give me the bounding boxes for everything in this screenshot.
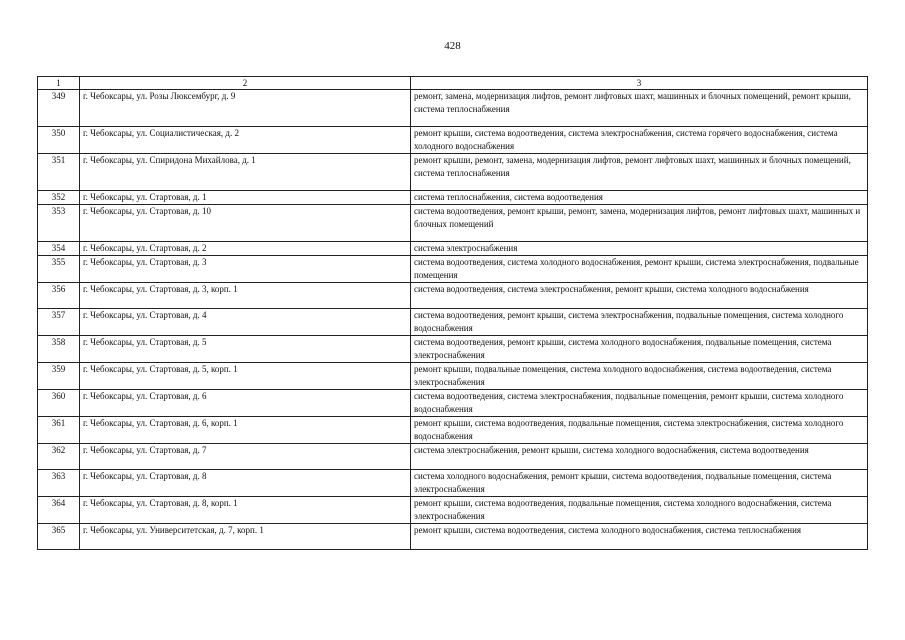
row-number-cell: 353 <box>38 205 80 242</box>
works-cell: система водоотведения, система электроснабжения, ремонт крыши, система холодного водоснабжения <box>411 283 868 309</box>
row-number-cell: 350 <box>38 127 80 154</box>
row-number-cell: 355 <box>38 256 80 283</box>
works-cell: ремонт крыши, система водоотведения, система электроснабжения, система горячего водоснабжения, система холодного водоснабжения <box>411 127 868 154</box>
address-cell: г. Чебоксары, ул. Стартовая, д. 5, корп. 1 <box>80 363 411 390</box>
row-number-cell: 362 <box>38 444 80 470</box>
works-cell: система водоотведения, система холодного водоснабжения, ремонт крыши, система электроснабжения, подвальные помещения <box>411 256 868 283</box>
column-number-row <box>38 77 868 90</box>
address-cell: г. Чебоксары, ул. Стартовая, д. 3 <box>80 256 411 283</box>
works-cell: система водоотведения, ремонт крыши, ремонт, замена, модернизация лифтов, ремонт лифтовых шахт, машинных и блочных помещений <box>411 205 868 242</box>
page-number: 428 <box>444 40 461 52</box>
row-number-cell: 349 <box>38 90 80 127</box>
table-body <box>38 77 868 550</box>
address-cell: г. Чебоксары, ул. Розы Люксембург, д. 9 <box>80 90 411 127</box>
table-row <box>38 336 868 363</box>
address-cell: г. Чебоксары, ул. Стартовая, д. 5 <box>80 336 411 363</box>
row-number-cell: 354 <box>38 242 80 256</box>
row-number-cell: 356 <box>38 283 80 309</box>
table-row <box>38 90 868 127</box>
table-row <box>38 363 868 390</box>
table-row <box>38 470 868 497</box>
table-row <box>38 191 868 205</box>
works-cell: система водоотведения, ремонт крыши, система электроснабжения, подвальные помещения, система холодного водоснабжения <box>411 309 868 336</box>
address-cell: г. Чебоксары, ул. Стартовая, д. 6, корп. 1 <box>80 417 411 444</box>
row-number-cell: 363 <box>38 470 80 497</box>
table-row <box>38 154 868 191</box>
works-cell: ремонт, замена, модернизация лифтов, ремонт лифтовых шахт, машинных и блочных помещений, ремонт крыши, система теплоснабжения <box>411 90 868 127</box>
works-cell: система водоотведения, система электроснабжения, подвальные помещения, ремонт крыши, система холодного водоснабжения <box>411 390 868 417</box>
address-cell: г. Чебоксары, ул. Стартовая, д. 10 <box>80 205 411 242</box>
works-cell: ремонт крыши, ремонт, замена, модернизация лифтов, ремонт лифтовых шахт, машинных и блочных помещений, система теплоснабжения <box>411 154 868 191</box>
address-cell: г. Чебоксары, ул. Стартовая, д. 8, корп. 1 <box>80 497 411 524</box>
works-cell: ремонт крыши, система водоотведения, система холодного водоснабжения, система теплоснабжения <box>411 524 868 550</box>
table-row <box>38 390 868 417</box>
row-number-cell: 359 <box>38 363 80 390</box>
row-number-cell: 357 <box>38 309 80 336</box>
table-row <box>38 283 868 309</box>
address-cell: г. Чебоксары, ул. Стартовая, д. 4 <box>80 309 411 336</box>
column-number-2: 2 <box>80 77 411 90</box>
address-cell: г. Чебоксары, ул. Стартовая, д. 2 <box>80 242 411 256</box>
table-row <box>38 256 868 283</box>
works-cell: ремонт крыши, система водоотведения, подвальные помещения, система холодного водоснабжения, система электроснабжения <box>411 497 868 524</box>
address-cell: г. Чебоксары, ул. Стартовая, д. 7 <box>80 444 411 470</box>
works-cell: ремонт крыши, система водоотведения, подвальные помещения, система электроснабжения, система холодного водоснабжения <box>411 417 868 444</box>
table-row <box>38 524 868 550</box>
row-number-cell: 361 <box>38 417 80 444</box>
table-row <box>38 417 868 444</box>
table-row <box>38 497 868 524</box>
column-number-1: 1 <box>38 77 80 90</box>
row-number-cell: 365 <box>38 524 80 550</box>
address-cell: г. Чебоксары, ул. Социалистическая, д. 2 <box>80 127 411 154</box>
address-cell: г. Чебоксары, ул. Спиридона Михайлова, д. 1 <box>80 154 411 191</box>
registry-table <box>37 76 868 550</box>
row-number-cell: 364 <box>38 497 80 524</box>
address-cell: г. Чебоксары, ул. Стартовая, д. 6 <box>80 390 411 417</box>
address-cell: г. Чебоксары, ул. Университетская, д. 7, корп. 1 <box>80 524 411 550</box>
row-number-cell: 351 <box>38 154 80 191</box>
works-cell: система холодного водоснабжения, ремонт крыши, система водоотведения, подвальные помещения, система электроснабжения <box>411 470 868 497</box>
works-cell: система электроснабжения <box>411 242 868 256</box>
table-row <box>38 127 868 154</box>
table-row <box>38 242 868 256</box>
column-number-3: 3 <box>411 77 868 90</box>
row-number-cell: 360 <box>38 390 80 417</box>
table-row <box>38 309 868 336</box>
works-cell: система электроснабжения, ремонт крыши, система холодного водоснабжения, система водоотведения <box>411 444 868 470</box>
row-number-cell: 358 <box>38 336 80 363</box>
table-row <box>38 444 868 470</box>
works-cell: ремонт крыши, подвальные помещения, система холодного водоснабжения, система водоотведения, система электроснабжения <box>411 363 868 390</box>
address-cell: г. Чебоксары, ул. Стартовая, д. 3, корп. 1 <box>80 283 411 309</box>
address-cell: г. Чебоксары, ул. Стартовая, д. 8 <box>80 470 411 497</box>
address-cell: г. Чебоксары, ул. Стартовая, д. 1 <box>80 191 411 205</box>
row-number-cell: 352 <box>38 191 80 205</box>
works-cell: система теплоснабжения, система водоотведения <box>411 191 868 205</box>
table-row <box>38 205 868 242</box>
works-cell: система водоотведения, ремонт крыши, система холодного водоснабжения, подвальные помещения, система электроснабжения <box>411 336 868 363</box>
